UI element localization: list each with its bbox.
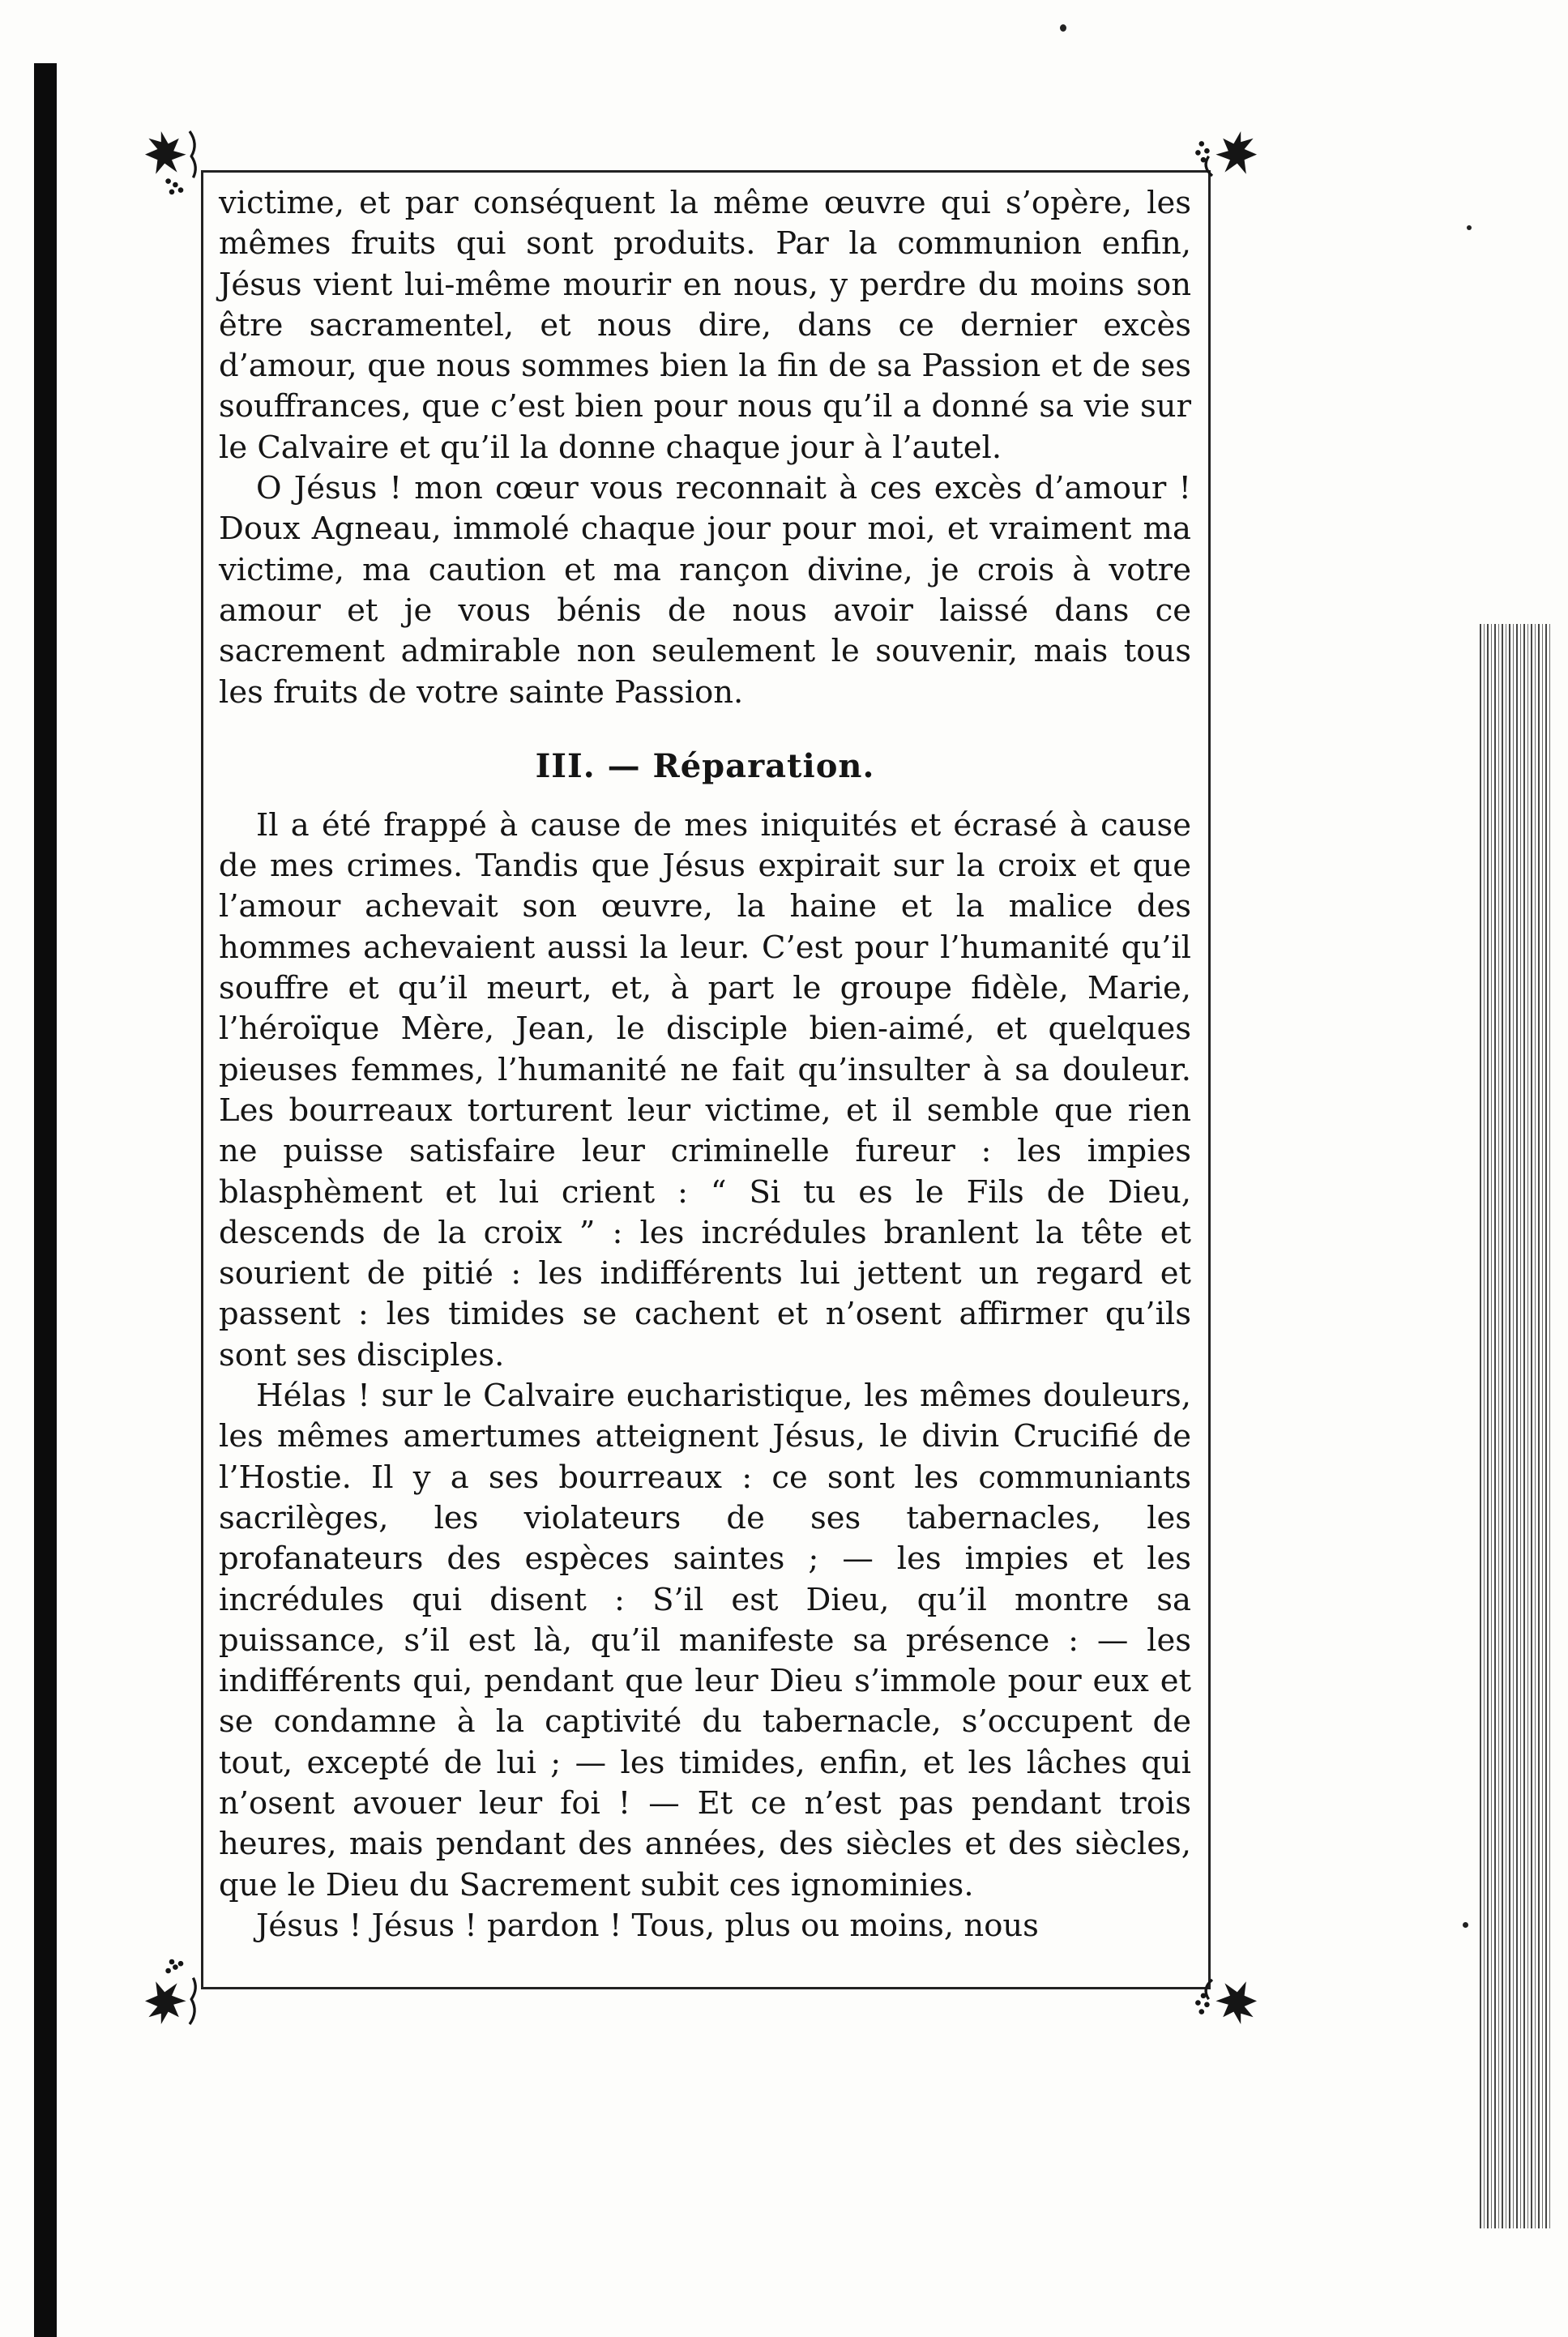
paragraph-continued: victime, et par conséquent la même œuvre qui s’opère, les mêmes fruits qui sont produits. Par la communion enfin, Jésus vient lui-même mourir en nous, y perdre du moins son être sacramentel, et nous dire, dans ce dernier excès d’amour, que nous sommes bien la fin de sa Passion et de ses souffrances, que c’est bien pour nous qu’il a donné sa vie sur le Calvaire et qu’il la donne chaque jour à l’autel.: [219, 185, 1191, 466]
ink-speck: [1467, 225, 1472, 230]
section-heading: III. — Réparation.: [535, 746, 875, 785]
ink-speck: [1060, 24, 1066, 32]
page-edge-shadow: [1480, 624, 1553, 2228]
bottom-border-rule: [203, 1987, 1208, 1989]
top-border-rule: [203, 170, 1208, 173]
paragraph-passion: Il a été frappé à cause de mes iniquités et écrasé à cause de mes crimes. Tandis que Jésus expirait sur la croix et que l’amour achevait son œuvre, la haine et la malice des hommes achevaient aussi la leur. C’est pour l’humanité qu’il souffre et qu’il meurt, et, à part le groupe fidèle, Marie, l’héroïque Mère, Jean, le disciple bien-aimé, et quelques pieuses femmes, l’humanité ne fait qu’insulter à sa douleur. Les bourreaux torturent leur victime, et il semble que rien ne puisse satisfaire leur criminelle fureur : les impies blasphèment et lui crient : “ Si tu es le Fils de Dieu, descends de la croix ” : les incrédules branlent la tête et sourient de pitié : les indifférents lui jettent un regard et passent : les timides se cachent et n’osent affirmer qu’ils sont ses disciples.: [219, 806, 1191, 1374]
paragraph-pardon: Jésus ! Jésus ! pardon ! Tous, plus ou moins, nous: [256, 1907, 1039, 1944]
paragraph-prayer: O Jésus ! mon cœur vous reconnait à ces excès d’amour ! Doux Agneau, immolé chaque jour pour moi, et vraiment ma victime, ma caution et ma rançon divine, je crois à votre amour et je vous bénis de nous avoir laissé dans ce sacrement admirable non seulement le souvenir, mais tous les fruits de votre sainte Passion.: [219, 470, 1191, 711]
ink-speck: [1463, 1922, 1468, 1928]
page-text-block: [219, 183, 1191, 1946]
vine-leaf-ornament-icon: [136, 1953, 225, 2042]
corner-ornament-top-left: [136, 113, 225, 203]
corner-ornament-bottom-right: [1177, 1953, 1266, 2042]
paragraph-eucharist: Hélas ! sur le Calvaire eucharistique, les mêmes douleurs, les mêmes amertumes atteignent Jésus, le divin Crucifié de l’Hostie. Il y a ses bourreaux : ce sont les communiants sacrilèges, les violateurs de ses tabernacles, les profanateurs des espèces saintes ; — les impies et les incrédules qui disent : S’il est Dieu, qu’il montre sa puissance, s’il est là, qu’il manifeste sa présence : — les indifférents qui, pendant que leur Dieu s’immole pour eux et se condamne à la captivité du tabernacle, s’occupent de tout, excepté de lui ; — les timides, enfin, et les lâches qui n’osent avouer leur foi ! — Et ce n’est pas pendant trois heures, mais pendant des années, des siècles et des siècles, que le Dieu du Sacrement subit ces ignominies.: [219, 1378, 1191, 1903]
corner-ornament-bottom-left: [136, 1953, 225, 2042]
vine-leaf-ornament-icon: [1177, 1953, 1266, 2042]
vine-leaf-ornament-icon: [136, 113, 225, 203]
book-spine-shadow: [34, 63, 57, 2337]
